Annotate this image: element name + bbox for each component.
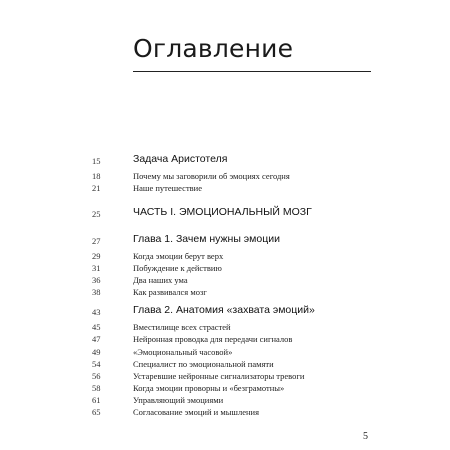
toc-entry [0,263,450,275]
toc-entry-text: Глава 1. Зачем нужны эмоции [133,233,280,245]
toc-page-number: 38 [92,287,101,297]
toc-entry-text: Устаревшие нейронные сигнализаторы тревоги [133,371,305,381]
toc-chapter-heading [0,153,450,168]
toc-entry-text: Вместилище всех страстей [133,322,231,332]
toc-entry [0,183,450,195]
toc-chapter-heading [0,304,450,319]
toc-entry [0,371,450,383]
toc-entry [0,275,450,287]
toc-page-number: 45 [92,322,101,332]
toc-page-number: 54 [92,359,101,369]
toc-page-number: 43 [92,307,101,317]
toc-entry-text: Два наших ума [133,275,188,285]
toc-entry-text: Побуждение к действию [133,263,222,273]
toc-entry-text: Управляющий эмоциями [133,395,224,405]
toc-page-number: 18 [92,171,101,181]
toc-entry [0,171,450,183]
toc-entry-text: Задача Аристотеля [133,153,228,165]
toc-page-number: 31 [92,263,101,273]
page-title: Оглавление [133,34,294,63]
toc-page-number: 36 [92,275,101,285]
page-number: 5 [363,431,368,442]
toc-entry-text: «Эмоциональный часовой» [133,347,233,357]
toc-entry [0,334,450,346]
toc-entry-text: Почему мы заговорили об эмоциях сегодня [133,171,290,181]
toc-entry [0,359,450,371]
toc-page-number: 58 [92,383,101,393]
toc-entry-text: Наше путешествие [133,183,202,193]
toc-page-number: 56 [92,371,101,381]
toc-entry [0,287,450,299]
toc-entry-text: Глава 2. Анатомия «захвата эмоций» [133,304,315,316]
toc-page-number: 47 [92,334,101,344]
toc-entry-text: Когда эмоции берут верх [133,251,224,261]
toc-page-number: 65 [92,407,101,417]
toc-page-number: 15 [92,156,101,166]
toc-chapter-heading [0,233,450,248]
toc-page-number: 29 [92,251,101,261]
toc-entry-text: Как развивался мозг [133,287,207,297]
toc-entry-text: Когда эмоции проворны и «безграмотны» [133,383,285,393]
toc-entry-text: Специалист по эмоциональной памяти [133,359,274,369]
toc-page-number: 61 [92,395,101,405]
toc-entry-text: Согласование эмоций и мышления [133,407,259,417]
toc-entry-text: Нейронная проводка для передачи сигналов [133,334,293,344]
toc-entry [0,251,450,263]
toc-page-number: 25 [92,209,101,219]
toc-entry [0,407,450,419]
toc-page-number: 21 [92,183,101,193]
toc-entry [0,395,450,407]
toc-entry-text: ЧАСТЬ I. ЭМОЦИОНАЛЬНЫЙ МОЗГ [133,206,312,218]
toc-entry [0,322,450,334]
toc-entry [0,383,450,395]
toc-page-number: 27 [92,236,101,246]
toc-entry [0,347,450,359]
title-rule [133,71,371,72]
toc-page-number: 49 [92,347,101,357]
toc-part-heading [0,206,450,221]
